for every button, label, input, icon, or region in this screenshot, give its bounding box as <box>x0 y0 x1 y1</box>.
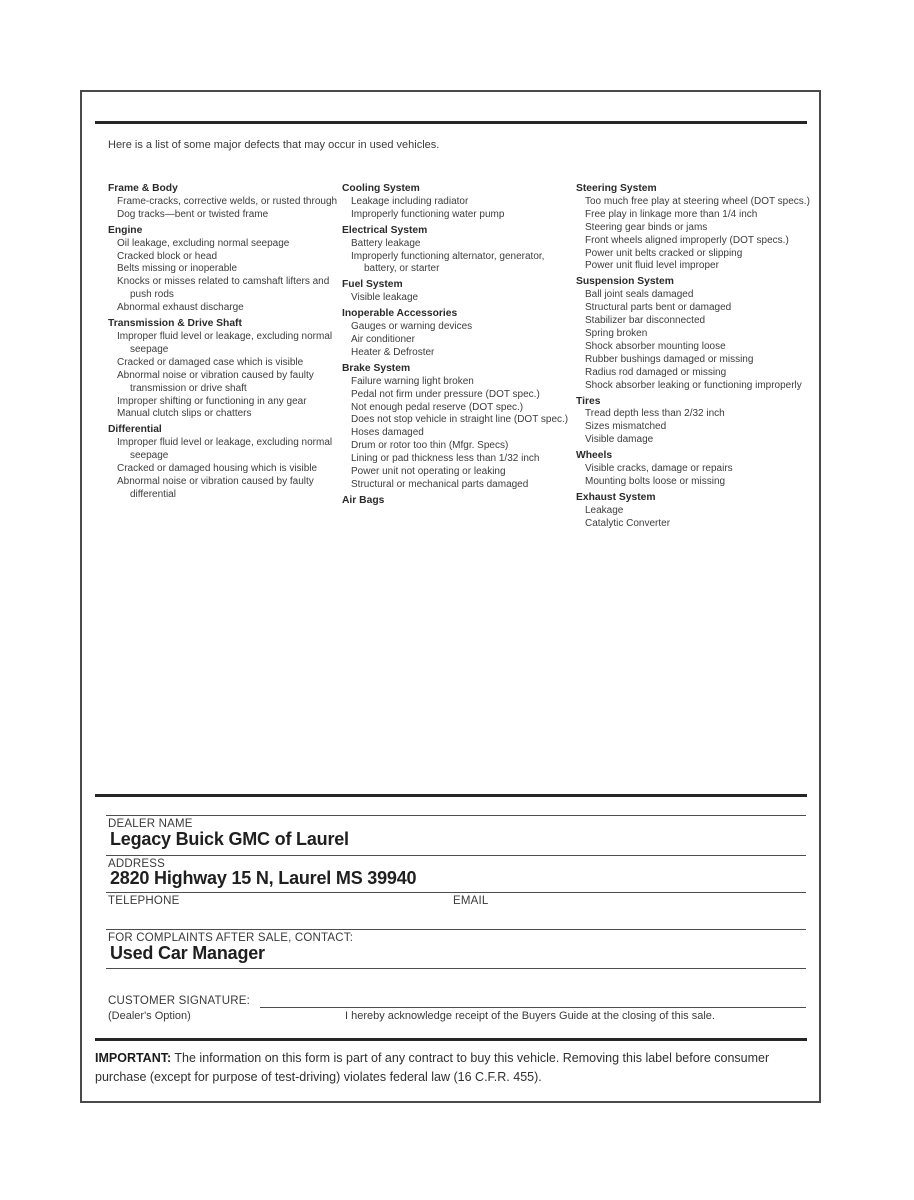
defect-section <box>576 183 810 273</box>
defect-item: Too much free play at steering wheel (DOT specs.) <box>585 195 810 207</box>
address-line <box>106 855 806 856</box>
defect-item: Leakage including radiator <box>351 195 469 207</box>
defect-item: Rubber bushings damaged or missing <box>585 353 754 365</box>
defect-section <box>108 183 342 222</box>
defect-item: Manual clutch slips or chatters <box>117 408 252 420</box>
defect-item: Belts missing or inoperable <box>117 263 238 275</box>
intro-text: Here is a list of some major defects that may occur in used vehicles. <box>108 139 440 151</box>
defect-item: Does not stop vehicle in straight line (DOT spec.) <box>351 414 569 426</box>
defect-section <box>108 318 342 421</box>
defect-section <box>342 183 576 222</box>
defect-item: Heater & Defroster <box>351 346 435 358</box>
defect-item: Free play in linkage more than 1/4 inch <box>585 208 758 220</box>
defect-item: Ball joint seals damaged <box>585 289 694 301</box>
important-paragraph <box>95 1049 801 1088</box>
defect-item: Structural or mechanical parts damaged <box>351 478 529 490</box>
defect-section-heading: Differential <box>108 424 162 436</box>
defect-section <box>342 308 576 360</box>
defect-item: Leakage <box>585 504 624 516</box>
address-value: 2820 Highway 15 N, Laurel MS 39940 <box>110 868 417 888</box>
email-label: EMAIL <box>453 895 489 907</box>
defect-item: Spring broken <box>585 327 648 339</box>
defect-section-heading: Inoperable Accessories <box>342 308 458 320</box>
defect-section-heading: Tires <box>576 395 601 407</box>
defect-item: Shock absorber leaking or functioning improperly <box>585 379 802 391</box>
defect-section-heading: Fuel System <box>342 279 403 291</box>
defect-section-heading: Wheels <box>576 450 613 462</box>
defect-item: Improper fluid level or leakage, excluding normal seepage <box>117 330 333 355</box>
defect-item: Power unit fluid level improper <box>585 260 719 272</box>
defect-item: Cracked block or head <box>117 250 218 262</box>
defects-column <box>576 183 810 531</box>
defect-section <box>342 279 576 305</box>
address-label: ADDRESS <box>108 858 165 870</box>
defect-item: Pedal not firm under pressure (DOT spec.) <box>351 388 540 400</box>
customer-signature-label: CUSTOMER SIGNATURE: <box>108 995 251 1007</box>
defect-item: Battery leakage <box>351 237 421 249</box>
complaints-top-line <box>106 929 806 930</box>
defect-item: Improper shifting or functioning in any gear <box>117 395 307 407</box>
defect-section <box>108 225 342 315</box>
complaints-value: Used Car Manager <box>110 943 265 963</box>
important-label: IMPORTANT: <box>95 1051 172 1065</box>
defect-item: Improperly functioning alternator, generator, battery, or starter <box>351 250 545 275</box>
defect-section <box>342 363 576 492</box>
complaints-bottom-line <box>106 968 806 969</box>
defect-item: Abnormal noise or vibration caused by faulty transmission or drive shaft <box>117 369 314 394</box>
defect-item: Abnormal exhaust discharge <box>117 302 244 314</box>
defects-columns <box>108 183 814 531</box>
acknowledge-text: I hereby acknowledge receipt of the Buyers Guide at the closing of this sale. <box>345 1010 715 1022</box>
defect-section-heading: Transmission & Drive Shaft <box>108 318 242 330</box>
defect-section-heading: Exhaust System <box>576 491 656 503</box>
defects-column <box>342 183 576 531</box>
defect-item: Drum or rotor too thin (Mfgr. Specs) <box>351 440 509 452</box>
defect-item: Mounting bolts loose or missing <box>585 475 726 487</box>
telephone-email-line <box>106 892 806 893</box>
buyers-guide-page <box>80 90 821 1103</box>
defect-section <box>342 495 576 508</box>
dealer-name-value: Legacy Buick GMC of Laurel <box>110 829 349 849</box>
defect-item: Stabilizer bar disconnected <box>585 315 706 327</box>
dealers-option-label: (Dealer's Option) <box>108 1010 191 1022</box>
defect-item: Visible leakage <box>351 292 419 304</box>
defect-item: Tread depth less than 2/32 inch <box>585 408 725 420</box>
defect-item: Failure warning light broken <box>351 375 474 387</box>
defect-item: Hoses damaged <box>351 427 424 439</box>
defect-section-heading: Brake System <box>342 362 411 374</box>
defect-item: Steering gear binds or jams <box>585 221 708 233</box>
defect-item: Knocks or misses related to camshaft lifters and push rods <box>117 276 330 301</box>
defect-section-heading: Suspension System <box>576 276 674 288</box>
defect-item: Visible damage <box>585 434 654 446</box>
defect-item: Cracked or damaged housing which is visible <box>117 463 318 475</box>
defect-item: Improperly functioning water pump <box>351 208 505 220</box>
defect-section <box>108 424 342 501</box>
customer-signature-line <box>260 1007 806 1008</box>
dealer-name-line <box>106 815 806 816</box>
telephone-label: TELEPHONE <box>108 895 180 907</box>
defect-item: Gauges or warning devices <box>351 321 473 333</box>
defect-section-heading: Steering System <box>576 183 657 194</box>
defect-item: Shock absorber mounting loose <box>585 340 726 352</box>
defect-section-heading: Cooling System <box>342 183 420 194</box>
defect-item: Visible cracks, damage or repairs <box>585 463 733 475</box>
defect-item: Catalytic Converter <box>585 517 671 529</box>
defect-section-heading: Frame & Body <box>108 183 178 194</box>
defect-section <box>576 450 810 489</box>
defect-item: Improper fluid level or leakage, excluding normal seepage <box>117 437 333 462</box>
defect-item: Structural parts bent or damaged <box>585 302 732 314</box>
defect-section-heading: Air Bags <box>342 494 385 506</box>
defect-item: Frame-cracks, corrective welds, or rusted through <box>117 195 338 207</box>
defect-section <box>576 276 810 392</box>
defect-section-heading: Engine <box>108 224 143 236</box>
defect-item: Power unit not operating or leaking <box>351 466 506 478</box>
defects-column <box>108 183 342 531</box>
mid-rule <box>95 794 807 797</box>
important-rule <box>95 1038 807 1041</box>
important-body: The information on this form is part of any contract to buy this vehicle. Removing this label before consumer purchase (except for purpose of test-driving) violates federal law (16 C.F.R. 455). <box>95 1051 770 1085</box>
defect-item: Front wheels aligned improperly (DOT specs.) <box>585 234 789 246</box>
defect-item: Oil leakage, excluding normal seepage <box>117 237 290 249</box>
defect-section <box>576 396 810 448</box>
complaints-label: FOR COMPLAINTS AFTER SALE, CONTACT: <box>108 932 354 944</box>
defect-item: Air conditioner <box>351 333 415 345</box>
dealer-name-label: DEALER NAME <box>108 818 193 830</box>
defect-item: Cracked or damaged case which is visible <box>117 356 304 368</box>
defect-item: Power unit belts cracked or slipping <box>585 247 743 259</box>
defect-item: Lining or pad thickness less than 1/32 inch <box>351 453 540 465</box>
defect-item: Not enough pedal reserve (DOT spec.) <box>351 401 524 413</box>
defect-section-heading: Electrical System <box>342 224 428 236</box>
defect-section <box>576 492 810 531</box>
defect-item: Abnormal noise or vibration caused by faulty differential <box>117 475 314 500</box>
defect-item: Radius rod damaged or missing <box>585 366 727 378</box>
top-rule <box>95 121 807 124</box>
defect-section <box>342 225 576 277</box>
defect-item: Sizes mismatched <box>585 421 667 433</box>
defect-item: Dog tracks—bent or twisted frame <box>117 208 269 220</box>
